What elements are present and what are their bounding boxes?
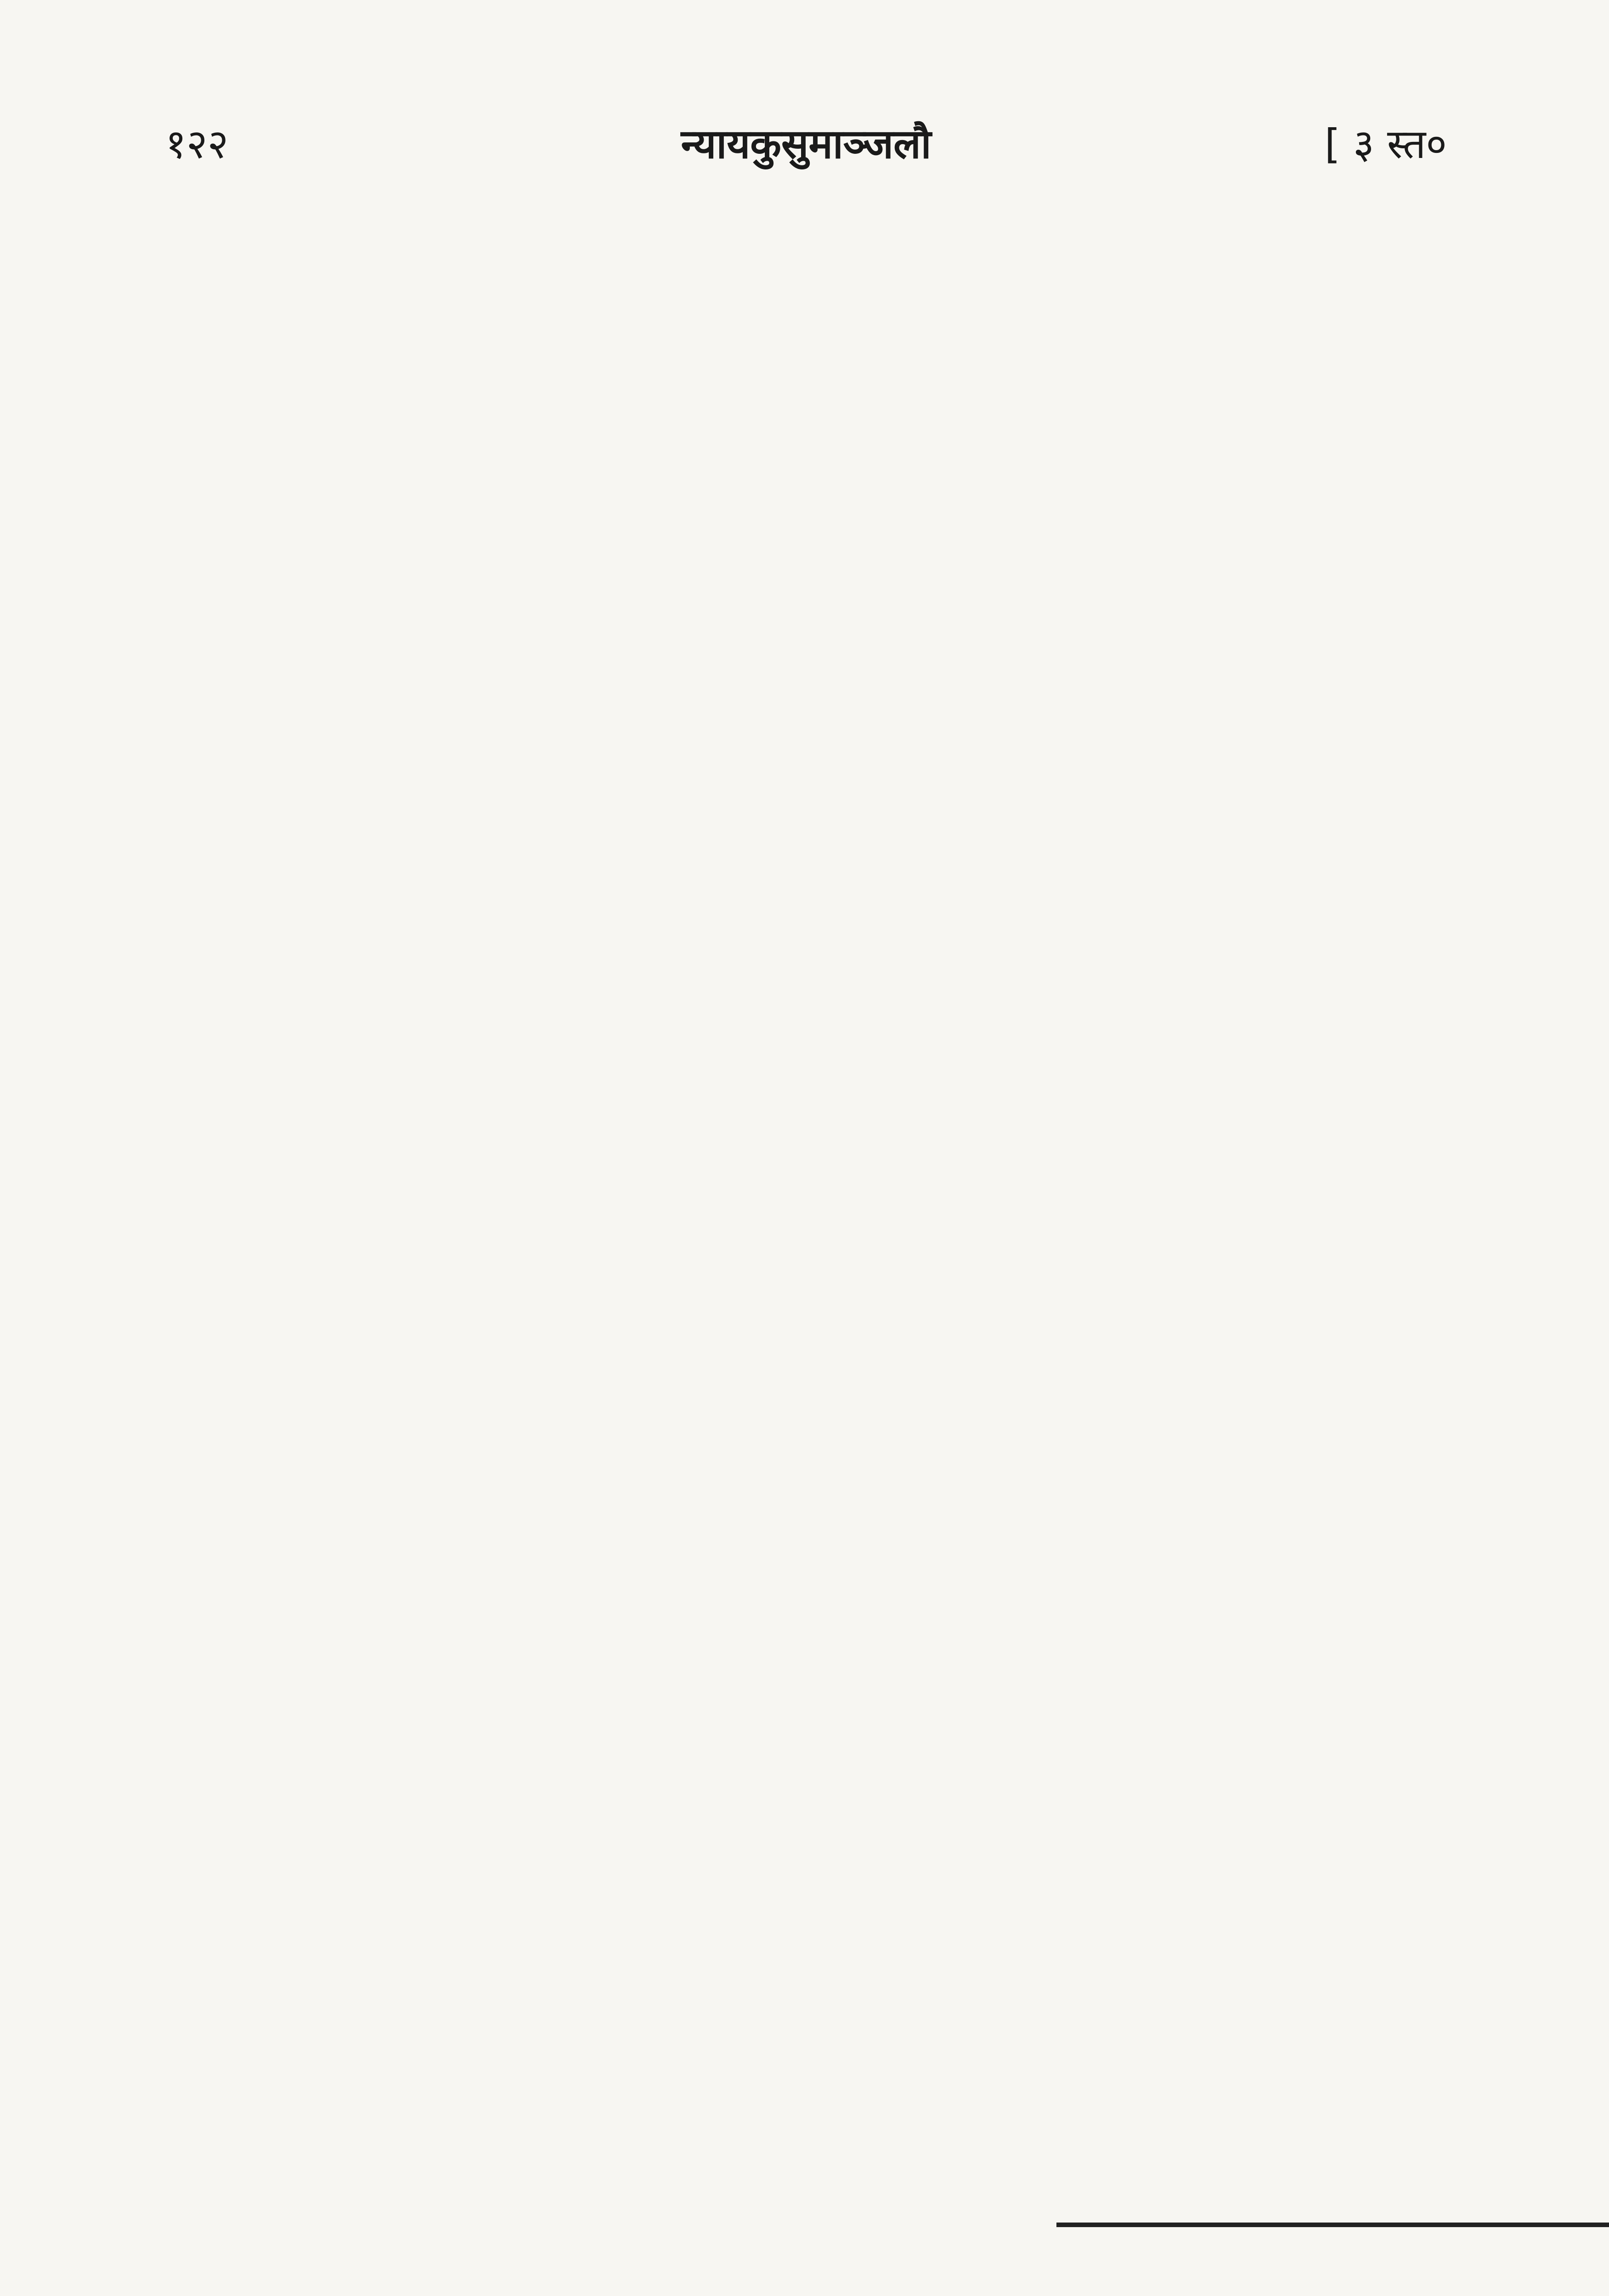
text-line — [165, 1024, 1447, 1093]
text-line — [165, 680, 1447, 748]
text-line — [165, 611, 1447, 680]
text-line — [165, 1782, 1447, 1851]
text-line — [165, 1368, 1447, 1437]
running-title: न्यायकुसुमाञ्जलौ — [681, 120, 932, 168]
page-header — [165, 115, 1447, 184]
text-line — [165, 886, 1447, 955]
text-line — [165, 1300, 1447, 1368]
text-line — [165, 1506, 1447, 1575]
text-line — [165, 266, 1447, 335]
footer-rule — [1056, 2223, 1609, 2227]
text-line — [165, 1713, 1447, 1782]
text-line — [165, 1919, 1447, 1988]
text-line — [165, 1231, 1447, 1300]
text-line — [165, 2264, 1447, 2296]
body-text — [165, 197, 1447, 2296]
text-line — [165, 1851, 1447, 1919]
text-line — [165, 817, 1447, 886]
text-line — [165, 335, 1447, 404]
text-line — [165, 1162, 1447, 1231]
text-line — [165, 748, 1447, 817]
text-line — [165, 955, 1447, 1024]
text-line — [165, 1575, 1447, 1644]
document-page — [165, 115, 1447, 2181]
page-number: १२२ — [165, 120, 229, 168]
text-line — [165, 197, 1447, 266]
text-line — [165, 404, 1447, 473]
text-line — [165, 1437, 1447, 1506]
text-line — [165, 2057, 1447, 2126]
text-line — [165, 1644, 1447, 1713]
text-line — [165, 1988, 1447, 2057]
section-marker: [ ३ स्त० — [1324, 120, 1447, 168]
text-line — [165, 2195, 1447, 2264]
text-line — [165, 473, 1447, 542]
text-line — [165, 1093, 1447, 1162]
text-line — [165, 2126, 1447, 2195]
text-line — [165, 542, 1447, 611]
